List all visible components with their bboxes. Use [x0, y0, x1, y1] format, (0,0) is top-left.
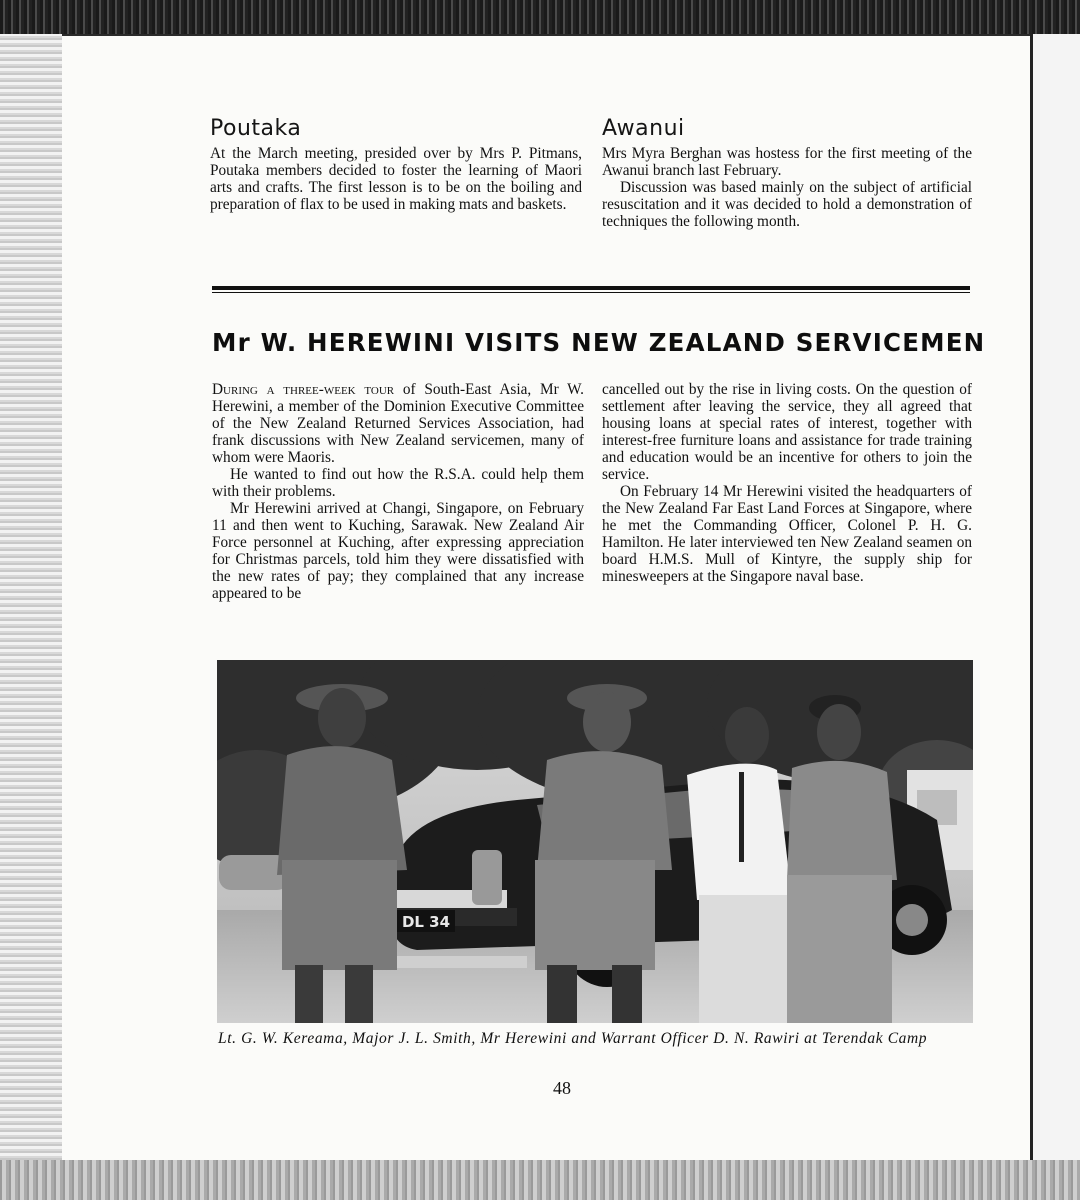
awanui-section [602, 116, 972, 230]
page-number: 48 [553, 1078, 571, 1098]
scan-edge-left [0, 34, 62, 1200]
photo-caption: Lt. G. W. Kereama, Major J. L. Smith, Mr Herewini and Warrant Officer D. N. Rawiri at Terendak Camp [218, 1030, 928, 1047]
section-divider-thin [212, 292, 970, 293]
article-right-column [602, 381, 972, 585]
magazine-page [62, 36, 1030, 1160]
article-paragraph-4: cancelled out by the rise in living costs. On the question of settlement after leaving the service, they all agreed that housing loans at special rates of interest, together with interest-free furniture loans and assistance for trade training and education would be an incentive for others to join the service. [602, 381, 972, 483]
article-paragraph-2: He wanted to find out how the R.S.A. could help them with their problems. [212, 466, 584, 500]
article-paragraph-5: On February 14 Mr Herewini visited the headquarters of the New Zealand Far East Land Forces at Singapore, where he met the Commanding Officer, Colonel P. H. G. Hamilton. He later interviewed ten New Zealand seamen on board H.M.S. Mull of Kintyre, the supply ship for minesweepers at the Singapore naval base. [602, 483, 972, 585]
scan-edge-right [1030, 34, 1080, 1200]
awanui-paragraph-1: Mrs Myra Berghan was hostess for the first meeting of the Awanui branch last February. [602, 145, 972, 179]
article-photo [217, 660, 973, 1023]
article-paragraph-1 [212, 381, 584, 466]
scan-edge-top [0, 0, 1080, 34]
article-left-column [212, 381, 584, 602]
poutaka-section [210, 116, 582, 213]
awanui-body [602, 145, 972, 230]
article-paragraph-3: Mr Herewini arrived at Changi, Singapore, on February 11 and then went to Kuching, Sarawak. New Zealand Air Force personnel at Kuching, after expressing appreciation for Christmas parcels, told him they were dissatisfied with the new rates of pay; they complained that any increase appeared to be [212, 500, 584, 602]
article-paragraph-1-rest: of South-East Asia, Mr W. Herewini, a member of the Dominion Executive Committee of the New Zealand Returned Services Association, had frank discussions with New Zealand servicemen, many of whom were Maoris. [212, 381, 585, 466]
scan-edge-bottom [0, 1160, 1080, 1200]
awanui-title: Awanui [602, 116, 685, 141]
article-headline: Mr W. HEREWINI VISITS NEW ZEALAND SERVICEMEN [212, 328, 986, 357]
poutaka-body [210, 145, 582, 213]
poutaka-paragraph: At the March meeting, presided over by Mrs P. Pitmans, Poutaka members decided to foster the learning of Maori arts and crafts. The first lesson is to be on the boiling and preparation of flax to be used in making mats and baskets. [210, 145, 582, 213]
section-divider-thick [212, 286, 970, 290]
poutaka-title: Poutaka [210, 116, 302, 141]
photo-illustration [217, 660, 973, 1023]
article-lead-in: During a three-week tour [212, 381, 395, 398]
license-plate-text: DL 34 [401, 913, 451, 931]
awanui-paragraph-2: Discussion was based mainly on the subject of artificial resuscitation and it was decided to hold a demonstration of techniques the following month. [602, 179, 972, 230]
